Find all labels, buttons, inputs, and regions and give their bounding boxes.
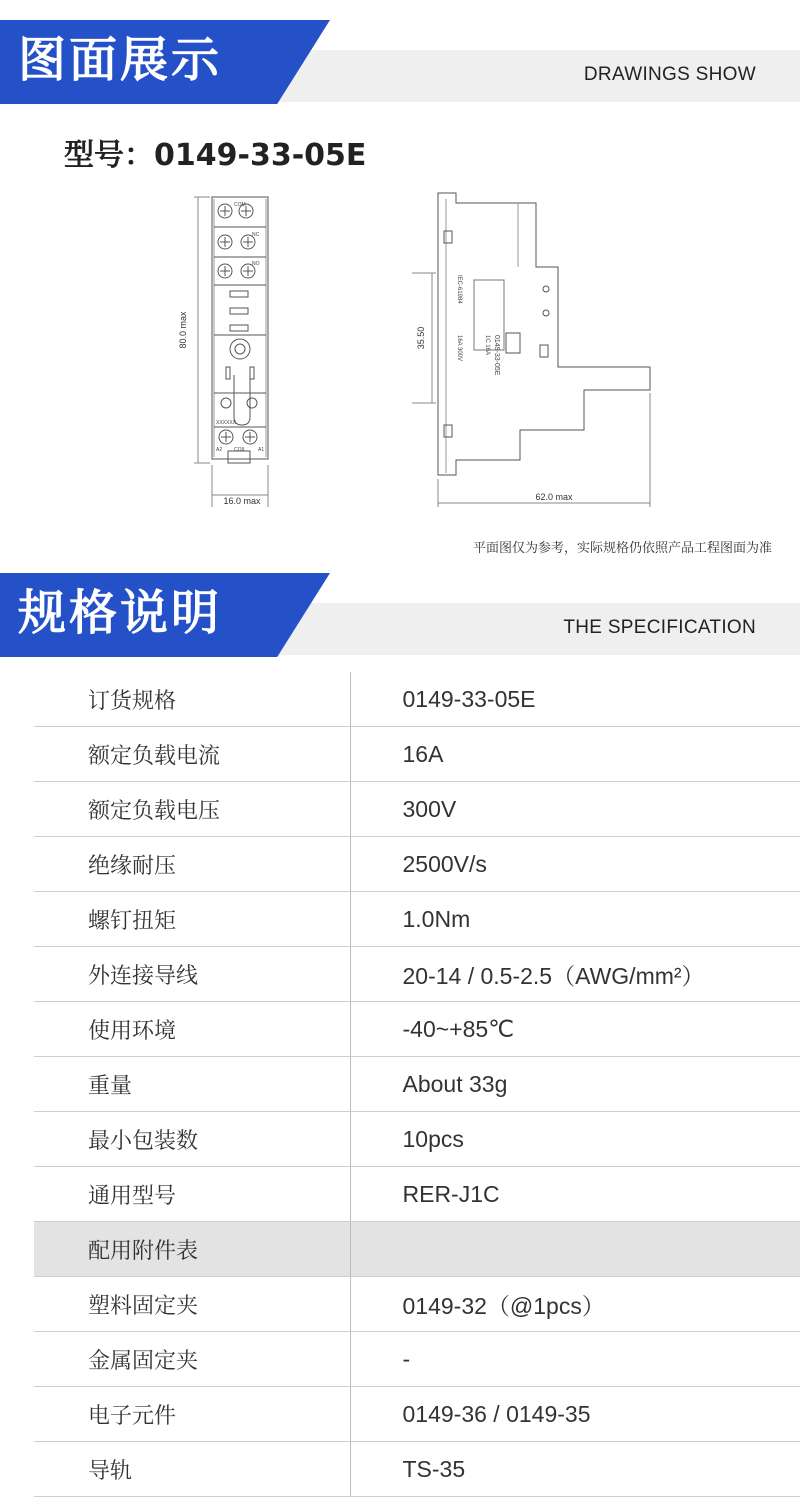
- table-row: [34, 837, 800, 892]
- specification-banner: [0, 553, 800, 663]
- spec-value: 1.0Nm: [350, 892, 800, 947]
- spec-value: 2500V/s: [350, 837, 800, 892]
- spec-key: 塑料固定夹: [34, 1277, 350, 1332]
- table-section-row: [34, 1222, 800, 1277]
- table-row: [34, 1112, 800, 1167]
- table-row: [34, 782, 800, 837]
- table-row: [34, 672, 800, 727]
- table-row: [34, 1332, 800, 1387]
- table-row: [34, 892, 800, 947]
- spec-value: TS-35: [350, 1442, 800, 1497]
- drawings-title-cn: 图面展示: [18, 32, 223, 88]
- table-row: [34, 1442, 800, 1497]
- technical-drawing: [0, 185, 800, 515]
- specification-title-cn: 规格说明: [18, 585, 223, 641]
- spec-value: 0149-36 / 0149-35: [350, 1387, 800, 1442]
- side-label-line-3: 1C 16A: [484, 335, 490, 356]
- table-row: [34, 1387, 800, 1442]
- front-terminal-a2: A2: [216, 447, 223, 453]
- model-number: 型号：0149-33-05E: [64, 138, 367, 173]
- front-terminal-no: NO: [252, 261, 260, 267]
- front-terminal-com: COM: [234, 202, 246, 208]
- table-row: [34, 1057, 800, 1112]
- drawing-disclaimer: 平面图仅为参考，实际规格仍依照产品工程图面为准: [472, 541, 772, 556]
- spec-value: About 33g: [350, 1057, 800, 1112]
- spec-value: 0149-32（@1pcs）: [350, 1277, 800, 1332]
- front-view: [194, 197, 268, 507]
- front-terminal-a1: A1: [258, 447, 265, 453]
- spec-key: 导轨: [34, 1442, 350, 1497]
- spec-key: 金属固定夹: [34, 1332, 350, 1387]
- spec-key: 配用附件表: [34, 1222, 350, 1277]
- spec-key: 额定负载电流: [34, 727, 350, 782]
- spec-key: 最小包装数: [34, 1112, 350, 1167]
- side-label-line-1: IEC-61984: [456, 275, 462, 304]
- specification-table: [34, 672, 800, 1497]
- spec-key: 通用型号: [34, 1167, 350, 1222]
- spec-value: RER-J1C: [350, 1167, 800, 1222]
- table-row: [34, 1002, 800, 1057]
- spec-value: -: [350, 1332, 800, 1387]
- spec-key: 绝缘耐压: [34, 837, 350, 892]
- side-view: [412, 193, 650, 507]
- spec-value: 20-14 / 0.5-2.5（AWG/mm²）: [350, 947, 800, 1002]
- table-row: [34, 1167, 800, 1222]
- spec-key: 螺钉扭矩: [34, 892, 350, 947]
- drawings-title-en: DRAWINGS SHOW: [583, 64, 756, 85]
- spec-key: 电子元件: [34, 1387, 350, 1442]
- spec-value: 300V: [350, 782, 800, 837]
- drawings-banner: [0, 0, 800, 110]
- front-code-label: XXXXXX: [216, 420, 237, 426]
- spec-value: 0149-33-05E: [350, 672, 800, 727]
- side-label-line-4: 16A 300V: [456, 335, 462, 362]
- specification-title-en: THE SPECIFICATION: [563, 617, 756, 638]
- spec-key: 使用环境: [34, 1002, 350, 1057]
- spec-value: 16A: [350, 727, 800, 782]
- spec-key: 订货规格: [34, 672, 350, 727]
- table-row: [34, 947, 800, 1002]
- spec-key: 额定负载电压: [34, 782, 350, 837]
- front-width-dimension: 16.0 max: [223, 496, 261, 506]
- spec-value: [350, 1222, 800, 1277]
- side-width-dimension: 62.0 max: [535, 492, 573, 502]
- table-row: [34, 727, 800, 782]
- spec-value: 10pcs: [350, 1112, 800, 1167]
- table-row: [34, 1277, 800, 1332]
- front-terminal-nc: NC: [252, 232, 260, 238]
- front-terminal-coil: COIL: [234, 447, 246, 453]
- spec-key: 外连接导线: [34, 947, 350, 1002]
- spec-key: 重量: [34, 1057, 350, 1112]
- spec-value: -40~+85℃: [350, 1002, 800, 1057]
- front-height-dimension: 80.0 max: [178, 311, 188, 349]
- side-height-dimension: 35.50: [416, 326, 426, 350]
- side-label-line-2: 0149-33-05E: [493, 335, 500, 376]
